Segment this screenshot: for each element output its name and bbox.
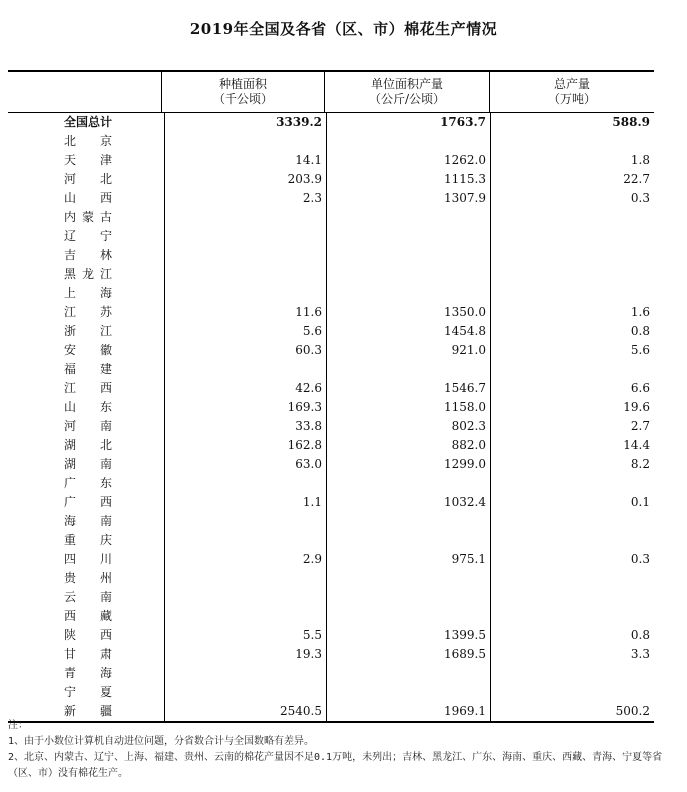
note-item: 1、由于小数位计算机自动进位问题，分省数合计与全国数略有差异。 xyxy=(8,736,315,747)
yield-value xyxy=(326,474,490,493)
region-name: 上海 xyxy=(64,286,112,300)
region-cell xyxy=(8,208,164,227)
yield-value: 1399.5 xyxy=(326,626,490,645)
yield-value xyxy=(326,227,490,246)
table-row xyxy=(8,265,654,284)
yield-value: 1262.0 xyxy=(326,151,490,170)
region-cell xyxy=(8,455,164,474)
output-value: 500.2 xyxy=(490,702,654,721)
table-row xyxy=(8,227,654,246)
table-row xyxy=(8,189,654,208)
region-cell xyxy=(8,113,164,132)
footnotes xyxy=(8,718,668,782)
region-cell xyxy=(8,512,164,531)
table-row xyxy=(8,436,654,455)
table-row xyxy=(8,550,654,569)
yield-value: 802.3 xyxy=(326,417,490,436)
table-row xyxy=(8,531,654,550)
region-name: 河南 xyxy=(64,419,112,433)
planting-area-value: 5.5 xyxy=(164,626,326,645)
region-name: 甘肃 xyxy=(64,647,112,661)
region-cell xyxy=(8,132,164,151)
region-name: 山东 xyxy=(64,400,112,414)
region-cell xyxy=(8,607,164,626)
output-value: 1.6 xyxy=(490,303,654,322)
output-value: 0.3 xyxy=(490,550,654,569)
output-value xyxy=(490,246,654,265)
region-name: 新疆 xyxy=(64,704,112,718)
table-row xyxy=(8,569,654,588)
yield-value xyxy=(326,531,490,550)
output-value xyxy=(490,607,654,626)
region-name: 江苏 xyxy=(64,305,112,319)
output-value xyxy=(490,265,654,284)
table-row xyxy=(8,455,654,474)
yield-value: 882.0 xyxy=(326,436,490,455)
planting-area-value xyxy=(164,531,326,550)
header-unit: （万吨） xyxy=(547,92,596,106)
output-value: 0.8 xyxy=(490,626,654,645)
table-row xyxy=(8,683,654,702)
planting-area-value: 63.0 xyxy=(164,455,326,474)
region-cell xyxy=(8,303,164,322)
region-name: 湖南 xyxy=(64,457,112,471)
region-name: 青海 xyxy=(64,666,112,680)
planting-area-value: 2540.5 xyxy=(164,702,326,721)
output-value: 1.8 xyxy=(490,151,654,170)
yield-value xyxy=(326,360,490,379)
region-cell xyxy=(8,569,164,588)
region-cell xyxy=(8,265,164,284)
region-name: 福建 xyxy=(64,362,112,376)
header-label: 种植面积 xyxy=(218,77,267,91)
table-row xyxy=(8,170,654,189)
yield-value: 1307.9 xyxy=(326,189,490,208)
region-name: 天津 xyxy=(64,153,112,167)
yield-value: 1689.5 xyxy=(326,645,490,664)
note-item: 2、北京、内蒙古、辽宁、上海、福建、贵州、云南的棉花产量因不足0.1万吨，未列出；吉林、黑龙江、广东、海南、重庆、西藏、青海、宁夏等省（区、市）没有棉花生产。 xyxy=(8,752,663,779)
output-value xyxy=(490,284,654,303)
table-row xyxy=(8,360,654,379)
region-cell xyxy=(8,170,164,189)
table-row xyxy=(8,645,654,664)
region-cell xyxy=(8,284,164,303)
planting-area-value xyxy=(164,284,326,303)
planting-area-value xyxy=(164,683,326,702)
planting-area-value xyxy=(164,246,326,265)
output-value: 6.6 xyxy=(490,379,654,398)
yield-value: 1032.4 xyxy=(326,493,490,512)
header-yield-per-area xyxy=(324,72,489,112)
planting-area-value: 11.6 xyxy=(164,303,326,322)
region-cell xyxy=(8,493,164,512)
yield-value xyxy=(326,265,490,284)
region-name: 内蒙古 xyxy=(64,210,112,224)
region-cell xyxy=(8,151,164,170)
region-cell xyxy=(8,683,164,702)
region-name: 江西 xyxy=(64,381,112,395)
planting-area-value xyxy=(164,607,326,626)
output-value: 588.9 xyxy=(490,113,654,132)
table-row-total xyxy=(8,113,654,132)
region-cell xyxy=(8,664,164,683)
planting-area-value: 60.3 xyxy=(164,341,326,360)
yield-value: 1350.0 xyxy=(326,303,490,322)
region-cell xyxy=(8,341,164,360)
table-row xyxy=(8,398,654,417)
output-value: 5.6 xyxy=(490,341,654,360)
region-name: 辽宁 xyxy=(64,229,112,243)
table-row xyxy=(8,512,654,531)
output-value xyxy=(490,512,654,531)
output-value xyxy=(490,664,654,683)
table-row xyxy=(8,151,654,170)
planting-area-value xyxy=(164,569,326,588)
yield-value: 1158.0 xyxy=(326,398,490,417)
region-cell xyxy=(8,588,164,607)
output-value xyxy=(490,474,654,493)
yield-value: 1454.8 xyxy=(326,322,490,341)
planting-area-value: 1.1 xyxy=(164,493,326,512)
planting-area-value xyxy=(164,474,326,493)
region-name: 云南 xyxy=(64,590,112,604)
table-row xyxy=(8,132,654,151)
output-value: 0.8 xyxy=(490,322,654,341)
planting-area-value xyxy=(164,664,326,683)
region-name: 陕西 xyxy=(64,628,112,642)
region-cell xyxy=(8,531,164,550)
output-value xyxy=(490,588,654,607)
table-row xyxy=(8,474,654,493)
table-row xyxy=(8,341,654,360)
planting-area-value xyxy=(164,588,326,607)
region-cell xyxy=(8,360,164,379)
planting-area-value: 42.6 xyxy=(164,379,326,398)
region-cell xyxy=(8,398,164,417)
region-cell xyxy=(8,189,164,208)
planting-area-value: 169.3 xyxy=(164,398,326,417)
planting-area-value xyxy=(164,227,326,246)
planting-area-value: 14.1 xyxy=(164,151,326,170)
region-name: 吉林 xyxy=(64,248,112,262)
planting-area-value: 2.9 xyxy=(164,550,326,569)
table-row xyxy=(8,208,654,227)
note-heading: 注： xyxy=(8,720,28,731)
region-name: 湖北 xyxy=(64,438,112,452)
region-cell xyxy=(8,645,164,664)
region-name: 西藏 xyxy=(64,609,112,623)
output-value xyxy=(490,569,654,588)
output-value: 19.6 xyxy=(490,398,654,417)
output-value: 2.7 xyxy=(490,417,654,436)
planting-area-value: 203.9 xyxy=(164,170,326,189)
yield-value: 975.1 xyxy=(326,550,490,569)
planting-area-value: 5.6 xyxy=(164,322,326,341)
table-row xyxy=(8,303,654,322)
region-cell xyxy=(8,417,164,436)
region-name: 全国总计 xyxy=(64,115,113,129)
table-body xyxy=(8,113,654,723)
header-total-output xyxy=(489,72,654,112)
table-row xyxy=(8,588,654,607)
table-row xyxy=(8,417,654,436)
page-title: 2019年全国及各省（区、市）棉花生产情况 xyxy=(189,20,498,38)
region-name: 广西 xyxy=(64,495,112,509)
yield-value xyxy=(326,132,490,151)
region-name: 贵州 xyxy=(64,571,112,585)
yield-value xyxy=(326,284,490,303)
region-name: 重庆 xyxy=(64,533,112,547)
planting-area-value: 19.3 xyxy=(164,645,326,664)
region-cell xyxy=(8,227,164,246)
region-cell xyxy=(8,379,164,398)
region-cell xyxy=(8,550,164,569)
table-header xyxy=(8,72,654,113)
yield-value xyxy=(326,569,490,588)
region-cell xyxy=(8,436,164,455)
output-value: 0.1 xyxy=(490,493,654,512)
header-label: 总产量 xyxy=(553,77,590,91)
region-name: 四川 xyxy=(64,552,112,566)
header-label: 单位面积产量 xyxy=(370,77,443,91)
table-row xyxy=(8,626,654,645)
planting-area-value xyxy=(164,208,326,227)
yield-value: 1115.3 xyxy=(326,170,490,189)
planting-area-value: 2.3 xyxy=(164,189,326,208)
table-row xyxy=(8,284,654,303)
yield-value: 1763.7 xyxy=(326,113,490,132)
output-value xyxy=(490,360,654,379)
output-value: 0.3 xyxy=(490,189,654,208)
output-value xyxy=(490,531,654,550)
header-region-cell xyxy=(8,72,161,112)
output-value xyxy=(490,683,654,702)
yield-value xyxy=(326,208,490,227)
region-name: 浙江 xyxy=(64,324,112,338)
cotton-production-table xyxy=(8,70,654,723)
region-name: 山西 xyxy=(64,191,112,205)
planting-area-value: 162.8 xyxy=(164,436,326,455)
output-value xyxy=(490,132,654,151)
header-unit: （公斤/公顷） xyxy=(368,92,446,106)
yield-value: 1299.0 xyxy=(326,455,490,474)
region-cell xyxy=(8,322,164,341)
planting-area-value xyxy=(164,265,326,284)
yield-value xyxy=(326,607,490,626)
region-cell xyxy=(8,626,164,645)
yield-value: 1546.7 xyxy=(326,379,490,398)
table-row xyxy=(8,322,654,341)
output-value: 22.7 xyxy=(490,170,654,189)
yield-value xyxy=(326,246,490,265)
yield-value: 1969.1 xyxy=(326,702,490,721)
output-value: 8.2 xyxy=(490,455,654,474)
yield-value xyxy=(326,588,490,607)
planting-area-value xyxy=(164,132,326,151)
region-name: 海南 xyxy=(64,514,112,528)
planting-area-value: 3339.2 xyxy=(164,113,326,132)
planting-area-value: 33.8 xyxy=(164,417,326,436)
table-row xyxy=(8,664,654,683)
planting-area-value xyxy=(164,512,326,531)
output-value xyxy=(490,227,654,246)
region-name: 广东 xyxy=(64,476,112,490)
table-row xyxy=(8,246,654,265)
region-name: 黑龙江 xyxy=(64,267,112,281)
table-row xyxy=(8,379,654,398)
yield-value xyxy=(326,683,490,702)
planting-area-value xyxy=(164,360,326,379)
output-value: 14.4 xyxy=(490,436,654,455)
header-planting-area xyxy=(161,72,324,112)
output-value: 3.3 xyxy=(490,645,654,664)
table-row xyxy=(8,493,654,512)
region-name: 安徽 xyxy=(64,343,112,357)
yield-value: 921.0 xyxy=(326,341,490,360)
region-cell xyxy=(8,246,164,265)
header-unit: （千公顷） xyxy=(212,92,273,106)
yield-value xyxy=(326,664,490,683)
region-name: 北京 xyxy=(64,134,112,148)
table-row xyxy=(8,607,654,626)
region-name: 河北 xyxy=(64,172,112,186)
output-value xyxy=(490,208,654,227)
yield-value xyxy=(326,512,490,531)
region-name: 宁夏 xyxy=(64,685,112,699)
region-cell xyxy=(8,474,164,493)
